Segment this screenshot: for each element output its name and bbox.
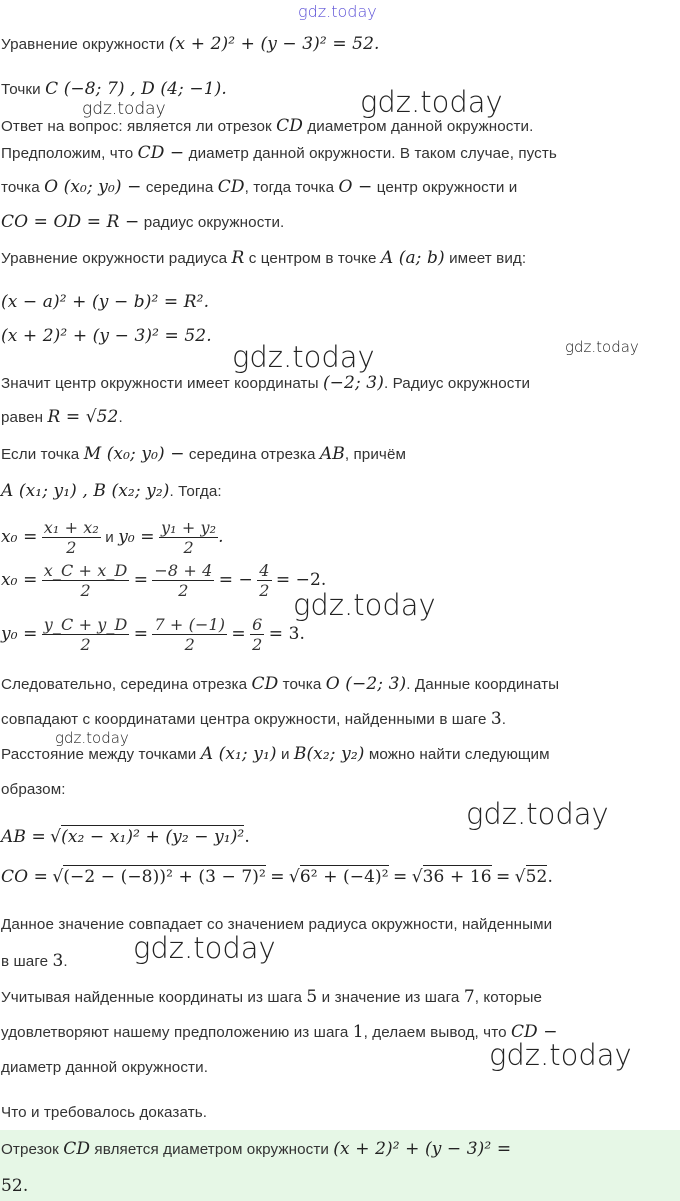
math: CO = [1, 867, 48, 887]
watermark: gdz.today [232, 340, 375, 374]
math: = [393, 867, 408, 887]
numerator: 6 [252, 615, 263, 635]
text: середина отрезка [188, 446, 316, 463]
math: 3 [52, 951, 64, 971]
watermark: gdz.today [466, 797, 609, 831]
text: . Радиус окружности [383, 375, 531, 392]
fraction [42, 518, 101, 557]
sqrt-sign: √ [514, 867, 526, 887]
general-equation-line [1, 247, 676, 270]
math: B(x₂; y₂) [293, 744, 365, 764]
math: O (x₀; y₀) − [44, 177, 142, 197]
watermark: gdz.today [360, 85, 503, 119]
numerator: y_C + y_D [43, 615, 128, 635]
circle-equation-line [1, 33, 676, 56]
math: (x₂ − x₁)² + (y₂ − y₁)² [61, 827, 245, 847]
points-ab-line [1, 480, 676, 503]
qed-line [1, 1102, 676, 1124]
math: A (x₁; y₁) , B (x₂; y₂) [1, 481, 170, 501]
text-line [1, 914, 676, 936]
midpoint-def-line [1, 443, 676, 466]
text-line [1, 1057, 676, 1079]
text: диаметром данной окружности. [307, 118, 534, 135]
denominator: 2 [80, 581, 91, 601]
question-line [1, 115, 676, 138]
text: Отрезок [1, 1141, 59, 1158]
text: середина [145, 179, 214, 196]
math: = −2. [275, 570, 327, 590]
text: Точки [1, 81, 41, 98]
answer-line [1, 1138, 676, 1161]
text: Следовательно, середина отрезка [1, 676, 248, 693]
denominator: 2 [178, 581, 189, 601]
fraction [42, 615, 130, 654]
text: и [105, 529, 114, 546]
math: y₀ = [118, 527, 155, 547]
watermark: gdz.today [133, 931, 276, 965]
ab-distance-formula [1, 826, 676, 849]
math: (−2 − (−8))² + (3 − 7)² [63, 867, 266, 887]
center-line [1, 372, 676, 395]
text: . Данные координаты [406, 676, 560, 693]
text: с центром в точке [248, 250, 377, 267]
math: C (−8; 7) , D (4; −1). [45, 79, 227, 99]
co-distance-formula [1, 866, 676, 889]
math: (−2; 3) [322, 373, 384, 393]
assumption-line [1, 142, 676, 165]
fraction [152, 561, 214, 600]
text: Значит центр окружности имеет координаты [1, 375, 319, 392]
text: радиус окружности. [143, 214, 285, 231]
text: Учитывая найденные координаты из шага [1, 989, 303, 1006]
text: образом: [1, 781, 66, 798]
midpoint-formula [1, 514, 676, 560]
y0-calc [1, 611, 676, 657]
math: O − [338, 177, 373, 197]
distance-line [1, 743, 676, 766]
math: y₀ = [1, 624, 38, 644]
math: AB [319, 444, 345, 464]
text: удовлетворяют нашему предположению из шага [1, 1024, 349, 1041]
math: = [231, 624, 246, 644]
text-line [1, 779, 676, 801]
math: A (a; b) [380, 248, 445, 268]
math: = 3. [268, 624, 305, 644]
math: 5 [306, 987, 318, 1007]
math: . [547, 867, 553, 887]
math: M (x₀; y₀) − [83, 444, 185, 464]
text: . Тогда: [169, 483, 222, 500]
watermark: gdz.today [565, 338, 639, 356]
watermark: gdz.today [55, 729, 129, 747]
text-line [1, 950, 676, 973]
text: равен [1, 409, 44, 426]
math: x₀ = [1, 527, 38, 547]
math: 52 [525, 867, 548, 887]
math: CD [217, 177, 245, 197]
answer-line-2 [1, 1175, 676, 1198]
fraction [152, 615, 227, 654]
formula-line [1, 291, 676, 314]
text: совпадают с координатами центра окружности, найденными в шаге [1, 711, 487, 728]
numerator: 7 + (−1) [154, 615, 226, 635]
math: 52. [1, 1176, 29, 1196]
fraction [42, 561, 130, 600]
math: (x + 2)² + (y − 3)² = 52. [1, 326, 212, 346]
denominator: 2 [252, 635, 263, 655]
text: , причём [344, 446, 407, 463]
text-line [1, 986, 676, 1009]
text: в шаге [1, 953, 49, 970]
numerator: 4 [259, 561, 270, 581]
math: = [133, 570, 149, 590]
text: диаметр данной окружности. [1, 1059, 209, 1076]
denominator: 2 [183, 538, 194, 558]
text: и значение из шага [321, 989, 460, 1006]
denominator: 2 [80, 635, 91, 655]
fraction [257, 561, 271, 600]
text: является диаметром окружности [94, 1141, 329, 1158]
text: . [118, 409, 123, 426]
math: (x − a)² + (y − b)² = R². [1, 292, 210, 312]
math: AB = [1, 827, 46, 847]
watermark: gdz.today [293, 588, 436, 622]
fraction [250, 615, 264, 654]
math: CD − [510, 1022, 558, 1042]
text: , делаем вывод, что [363, 1024, 507, 1041]
math: 6² + (−4)² [299, 867, 389, 887]
text: Уравнение окружности радиуса [1, 250, 228, 267]
math: R = √52 [47, 407, 119, 427]
watermark: gdz.today [82, 99, 166, 119]
formula-line [1, 325, 676, 348]
math: . [244, 827, 250, 847]
sqrt-sign: √ [411, 867, 423, 887]
math: CO = OD = R − [1, 212, 140, 232]
math: = [270, 867, 285, 887]
text: Если точка [1, 446, 80, 463]
denominator: 2 [259, 581, 270, 601]
text: точка [1, 179, 40, 196]
text: центр окружности и [376, 179, 518, 196]
text-line [1, 1021, 676, 1044]
conclusion-midpoint-line [1, 673, 676, 696]
text: диаметр данной окружности. В таком случае, пусть [188, 145, 557, 162]
numerator: x₁ + x₂ [43, 518, 99, 538]
denominator: 2 [66, 538, 77, 558]
text: можно найти следующим [368, 746, 550, 763]
math: 3 [490, 709, 502, 729]
text: . [63, 953, 68, 970]
math: R [231, 248, 245, 268]
math: 7 [463, 987, 475, 1007]
math: (x + 2)² + (y − 3)² = [333, 1139, 512, 1159]
math: CD − [137, 143, 185, 163]
numerator: y₁ + y₂ [160, 518, 217, 538]
math: 36 + 16 [422, 867, 492, 887]
sqrt-sign: √ [52, 867, 64, 887]
text: Ответ на вопрос: является ли отрезок [1, 118, 272, 135]
text: и [280, 746, 290, 763]
math: CD [276, 116, 303, 136]
text: Что и требовалось доказать. [1, 1104, 208, 1121]
text: Данное значение совпадает со значением радиуса окружности, найденными [1, 916, 553, 933]
coincide-line [1, 708, 676, 731]
numerator: x_C + x_D [43, 561, 128, 581]
math: = [495, 867, 511, 887]
math: . [218, 527, 224, 547]
watermark-top: gdz.today [298, 2, 377, 21]
math: 1 [352, 1022, 364, 1042]
text: Расстояние между точками [1, 746, 197, 763]
text: . [501, 711, 507, 728]
text: Предположим, что [1, 145, 134, 162]
sqrt-sign: √ [50, 827, 62, 847]
math: CD [63, 1139, 91, 1159]
text: имеет вид: [449, 250, 527, 267]
text: Уравнение окружности [1, 36, 165, 53]
watermark: gdz.today [489, 1038, 632, 1072]
radius-line [1, 211, 676, 234]
radius-value-line [1, 406, 676, 429]
x0-calc [1, 557, 676, 603]
fraction [159, 518, 218, 557]
denominator: 2 [184, 635, 195, 655]
math: x₀ = [1, 570, 38, 590]
math: (x + 2)² + (y − 3)² = 52. [168, 34, 380, 54]
math: CD [251, 674, 279, 694]
points-line [1, 78, 676, 101]
sqrt-sign: √ [288, 867, 300, 887]
midpoint-line [1, 176, 676, 199]
text: точка [282, 676, 322, 693]
math: O (−2; 3) [325, 674, 407, 694]
math: = − [218, 570, 253, 590]
math: A (x₁; y₁) [200, 744, 277, 764]
numerator: −8 + 4 [154, 561, 213, 581]
text: , тогда точка [244, 179, 335, 196]
text: , которые [474, 989, 543, 1006]
math: = [133, 624, 149, 644]
